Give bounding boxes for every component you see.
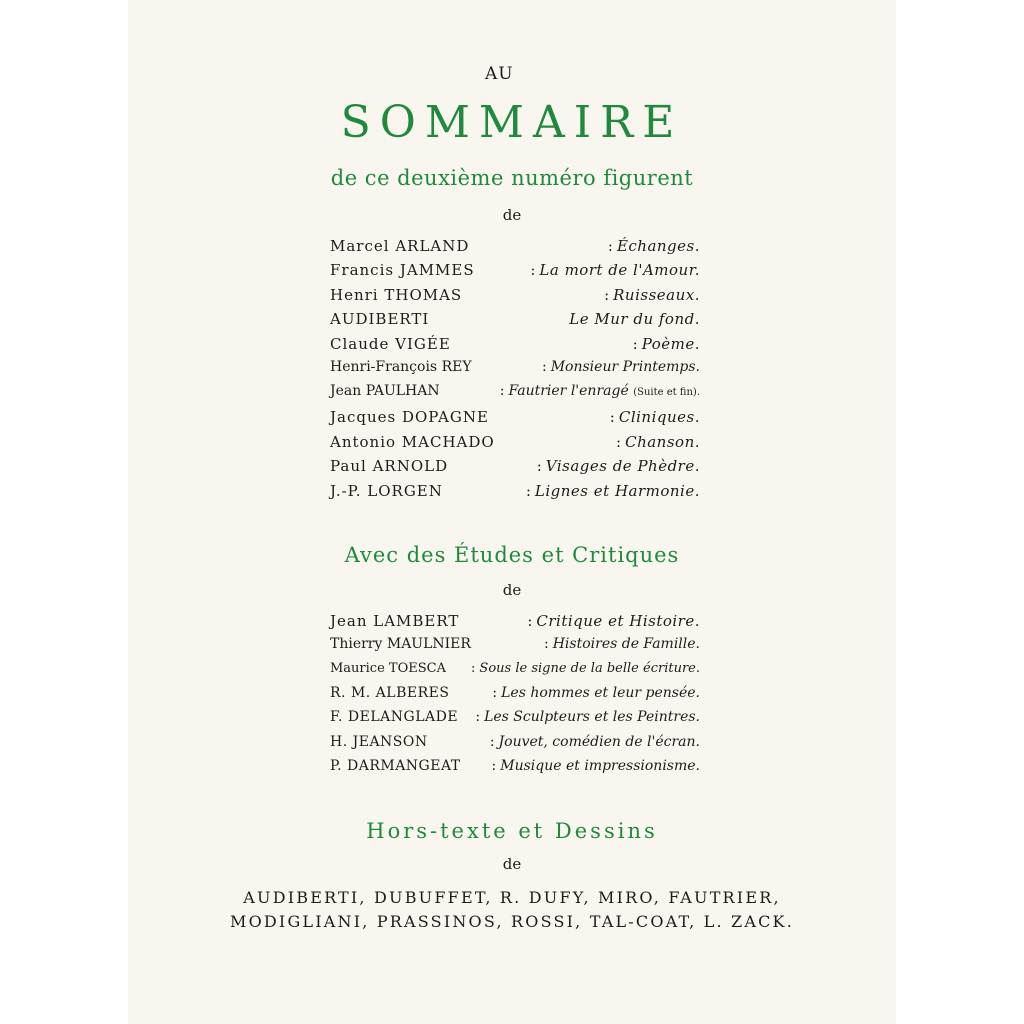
entry-title: Les Sculpteurs et les Peintres. [484,709,700,725]
contents-entry [330,310,700,328]
drawings-heading: Hors-texte et Dessins [366,819,658,843]
entry-author: J.-P. LORGEN [330,482,443,500]
entry-title: Le Mur du fond. [569,310,700,328]
artists-line-2: MODIGLIANI, PRASSINOS, ROSSI, TAL-COAT, L. ZACK. [230,912,794,931]
entry-title: Musique et impressionisme. [500,758,700,774]
entry-title: Échanges. [616,237,700,255]
entry-separator: : [632,335,638,353]
drawings-de-label: de [502,855,522,873]
entry-author: R. M. ALBERES [330,685,450,701]
studies-entry [330,661,700,676]
contents-entry [330,261,700,279]
entry-author: Francis JAMMES [330,261,475,279]
contents-entry [330,237,700,255]
entry-title: Lignes et Harmonie. [534,482,700,500]
contents-entry [330,335,700,353]
entry-author: Maurice TOESCA [330,661,446,676]
contents-entry [330,457,700,475]
entry-separator: : [471,661,476,676]
studies-de-label: de [502,581,522,599]
studies-entry [330,685,700,701]
entry-author: AUDIBERTI [330,310,430,328]
contents-entry [330,433,700,451]
entry-title: Les hommes et leur pensée. [501,685,700,701]
studies-entry [330,636,700,652]
entry-author: Jean LAMBERT [330,612,460,630]
entry-title: Fautrier l'enragé [508,383,629,399]
entry-author: P. DARMANGEAT [330,758,461,774]
studies-entry [330,734,700,750]
de-label: de [502,206,522,224]
subtitle: de ce deuxième numéro figurent [330,166,694,190]
entry-separator: : [530,261,536,279]
entry-author: Paul ARNOLD [330,457,449,475]
entry-separator: : [499,383,505,399]
entry-note: (Suite et fin). [633,387,700,398]
entry-author: H. JEANSON [330,734,428,750]
entry-separator: : [542,359,547,375]
entry-separator: : [492,685,498,701]
entry-author: Antonio MACHADO [330,433,495,451]
contents-entry [330,408,700,426]
entry-author: Marcel ARLAND [330,237,470,255]
entry-separator: : [544,636,549,652]
entry-title: Cliniques. [618,408,700,426]
entry-author: Jean PAULHAN [330,383,440,399]
entry-title: Chanson. [625,433,700,451]
entry-author: Claude VIGÉE [330,335,451,353]
contents-entry [330,383,700,399]
entry-title: Histoires de Famille. [552,636,700,652]
entry-title: La mort de l'Amour. [539,261,700,279]
entry-title: Poème. [641,335,700,353]
entry-separator: : [491,758,497,774]
entry-author: Jacques DOPAGNE [330,408,489,426]
studies-entry [330,709,700,725]
studies-entry [330,758,700,774]
entry-author: Henri-François REY [330,359,472,375]
contents-entry [330,286,700,304]
entry-separator: : [609,408,615,426]
entry-author: F. DELANGLADE [330,709,459,725]
entry-author: Henri THOMAS [330,286,463,304]
entry-title: Ruisseaux. [613,286,700,304]
entry-separator: : [607,237,613,255]
entry-author: Thierry MAULNIER [330,636,471,652]
entry-title: Sous le signe de la belle écriture. [479,661,700,676]
artists-line-1: AUDIBERTI, DUBUFFET, R. DUFY, MIRO, FAUTRIER, [243,888,781,907]
entry-title: Visages de Phèdre. [545,457,700,475]
contents-entry [330,359,700,375]
entry-title: Jouvet, comédien de l'écran. [498,734,700,750]
entry-separator: : [489,734,495,750]
entry-title: Monsieur Printemps. [550,359,700,375]
entry-separator: : [525,482,531,500]
entry-separator: : [536,457,542,475]
page-title: SOMMAIRE [340,97,684,148]
page [128,0,896,1024]
studies-heading: Avec des Études et Critiques [344,543,680,567]
contents-entry [330,482,700,500]
entry-separator: : [604,286,610,304]
studies-entry [330,612,700,630]
entry-separator: : [527,612,533,630]
entry-title: Critique et Histoire. [536,612,700,630]
entry-separator: : [475,709,481,725]
au-label: AU [485,64,514,84]
entry-separator: : [616,433,622,451]
